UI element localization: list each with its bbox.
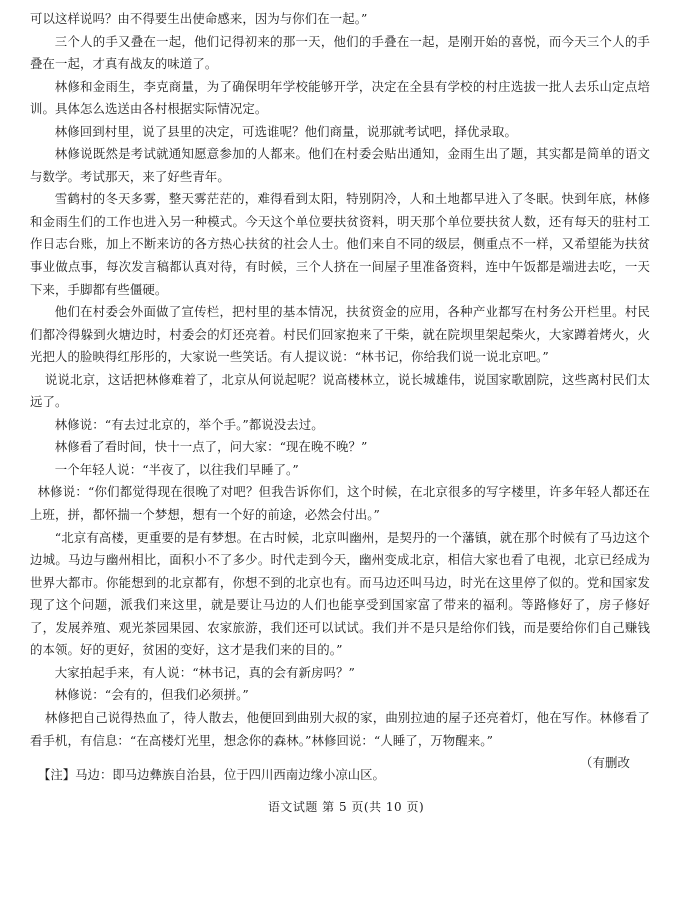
paragraph: 林修说：“会有的，但我们必须拼。” bbox=[54, 687, 249, 703]
paragraph: 他们在村委会外面做了宣传栏，把村里的基本情况，扶贫资金的应用，各种产业都写在村务公开栏里。村民们都冷得躲到火塘边时，村委会的灯还亮着。村民们回家抱来了干柴，就在院坝里架起柴火，大家蹲着烤火，火光把人的脸映得红彤彤的，大家说一些笑话。有人提议说：“林书记，你给我们说一说北京吧。” bbox=[30, 304, 650, 365]
paragraph: 林修说：“你们都觉得现在很晚了对吧？但我告诉你们，这个时候，在北京很多的写字楼里，许多年轻人都还在上班，拼，都怀揣一个梦想，想有一个好的前途，必然会付出。” bbox=[30, 484, 650, 523]
paragraph: 可以这样说吗？由不得要生出使命感来，因为与你们在一起。” bbox=[30, 11, 368, 26]
footnote: 【注】马边：即马边彝族自治县，位于四川西南边缘小凉山区。 bbox=[38, 767, 385, 782]
paragraph: 林修说既然是考试就通知愿意参加的人都来。他们在村委会贴出通知，金雨生出了题，其实都是简单的语文与数学。考试那天，来了好些青年。 bbox=[30, 146, 650, 184]
paragraph: 林修回到村里，说了县里的决定，可选谁呢？他们商量，说那就考试吧，择优录取。 bbox=[54, 123, 517, 139]
paragraph: 三个人的手又叠在一起，他们记得初来的那一天，他们的手叠在一起，是刚开始的喜悦，而今天三个人的手叠在一起，才真有战友的味道了。 bbox=[30, 33, 650, 72]
paragraph: 说说北京，这话把林修难着了，北京从何说起呢？说高楼林立，说长城雄伟，说国家歌剧院，这些离村民们太远了。 bbox=[30, 371, 650, 410]
paragraph: “北京有高楼，更重要的是有梦想。在古时候，北京叫幽州，是契丹的一个藩镇，就在那个时候有了马边这个边城。马边与幽州相比，面积小不了多少。时代走到今天，幽州变成北京，相信大家也看了电视，北京已经成为世界大都市。你能想到的北京都有，你想不到的北京也有。而马边还叫马边，时光在这里停了似的。党和国家发现了这个问题，派我们来这里，就是要让马边的人们也能享受到国家富了带来的福利。等路修好了，房子修好了，发展养殖、观光茶园果园、农家旅游，我们还可以试试。我们并不是只是给你们钱，而是要给你们自己赚钱的本领。好的更好，贫困的变好，这才是我们来的目的。” bbox=[30, 529, 650, 658]
paragraph: 一个年轻人说：“半夜了，以往我们早睡了。” bbox=[54, 461, 299, 477]
edit-notice: （有删改 bbox=[580, 755, 630, 771]
paragraph: 林修把自己说得热血了，待人散去，他便回到曲别大叔的家，曲别拉迪的屋子还亮着灯，他在写作。林修看了看手机，有信息：“在高楼灯光里，想念你的森林。”林修回说：“人睡了，万物醒来。” bbox=[30, 709, 650, 748]
page-footer: 语文试题 第 5 页(共 10 页) bbox=[267, 800, 425, 814]
paragraph: 雪鹤村的冬天多雾，整天雾茫茫的，难得看到太阳，特别阴冷，人和土地都早进入了冬眠。快到年底，林修和金雨生们的工作也进入另一种模式。今天这个单位要扶贫资料，明天那个单位要扶贫人数，还有每天的驻村工作日志台账，加上不断来访的各方热心扶贫的社会人士。他们来自不同的级层，侧重点不一样，又希望能为扶贫事业做点事，每次发言稿都认真对待，有时候，三个人挤在一间屋子里准备资料，连中午饭都是端进去吃，一天下来，手脚都有些僵硬。 bbox=[30, 191, 650, 297]
passage-body bbox=[30, 8, 650, 775]
paragraph: 林修和金雨生，李克商量，为了确保明年学校能够开学，决定在全县有学校的村庄选拔一批人去乐山定点培训。具体怎么选送由各村根据实际情况定。 bbox=[30, 78, 650, 117]
paragraph: 林修说：“有去过北京的，举个手。”都说没去过。 bbox=[54, 416, 324, 432]
paragraph: 林修看了看时间，快十一点了，问大家：“现在晚不晚？” bbox=[54, 439, 368, 455]
paragraph: 大家拍起手来，有人说：“林书记，真的会有新房吗？” bbox=[54, 664, 355, 680]
